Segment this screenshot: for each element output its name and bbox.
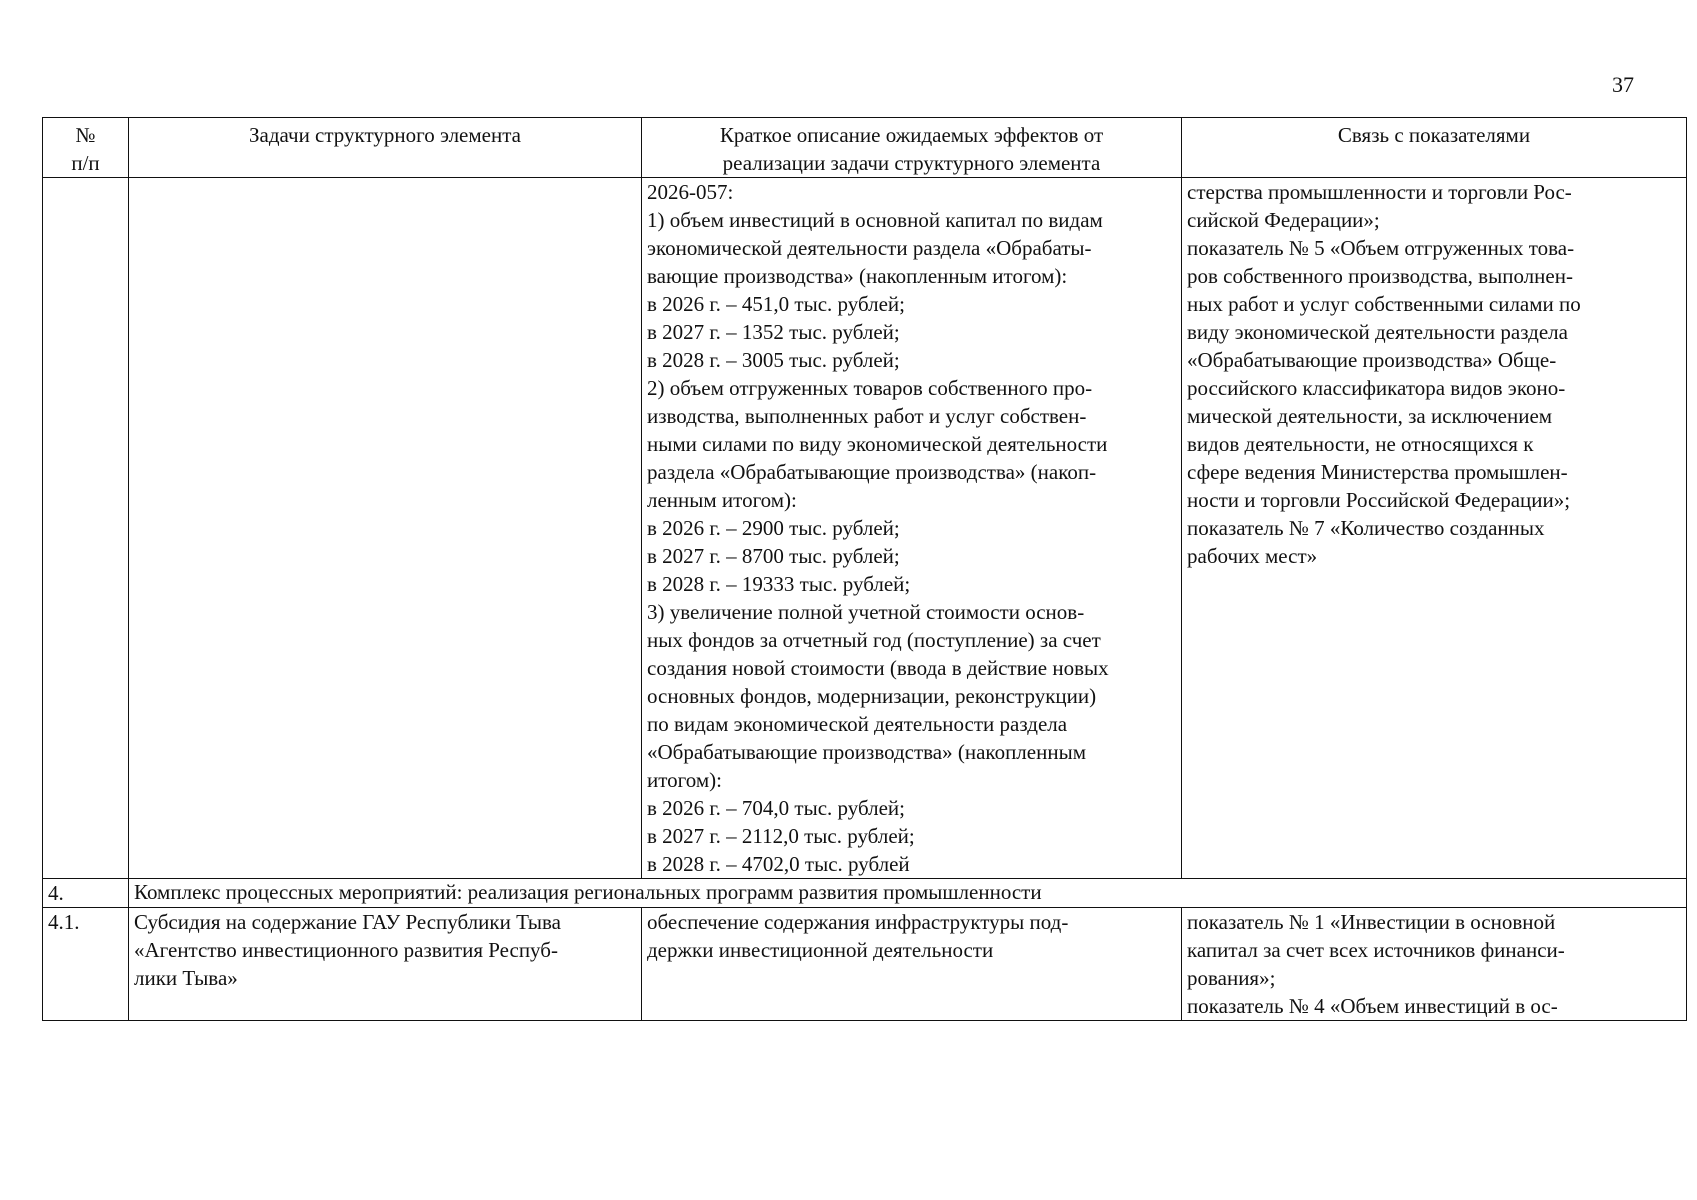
effects-line: держки инвестиционной деятельности [647,938,994,962]
effects-line: раздела «Обрабатывающие производства» (накоп- [647,460,1097,484]
effects-line: итогом): [647,768,722,792]
page-number: 37 [1612,72,1634,97]
indicator-line: сийской Федерации»; [1187,208,1380,232]
effects-line: в 2026 г. – 2900 тыс. рублей; [647,516,900,540]
indicator-line: показатель № 1 «Инвестиции в основной [1187,910,1556,934]
indicator-line: «Обрабатывающие производства» Обще- [1187,348,1557,372]
section-number-cell: 4. [43,879,129,908]
effects-line: основных фондов, модернизации, реконструкции) [647,684,1097,708]
header-indicators-label: Связь с показателями [1337,123,1531,147]
indicator-line: ров собственного производства, выполнен- [1187,264,1573,288]
effects-line: 1) объем инвестиций в основной капитал по видам [647,208,1103,232]
task-line: лики Тыва» [134,966,238,990]
header-number-line-2: п/п [71,151,100,175]
continuation-number-cell [43,178,129,879]
effects-line: создания новой стоимости (ввода в действие новых [647,656,1109,680]
indicator-line: мической деятельности, за исключением [1187,404,1553,428]
effects-line: в 2027 г. – 1352 тыс. рублей; [647,320,900,344]
effects-line: в 2028 г. – 19333 тыс. рублей; [647,572,911,596]
continuation-effects-cell [642,178,1182,879]
header-tasks-label: Задачи структурного элемента [249,123,521,147]
header-effects [642,118,1182,178]
effects-line: 2) объем отгруженных товаров собственного про- [647,376,1093,400]
row-4-1-number-cell: 4.1. [43,908,129,1021]
table-row-section-4 [43,879,1687,908]
effects-line: в 2028 г. – 3005 тыс. рублей; [647,348,900,372]
effects-line: обеспечение содержания инфраструктуры под- [647,910,1069,934]
effects-line: в 2026 г. – 704,0 тыс. рублей; [647,796,905,820]
header-effects-line-2: реализации задачи структурного элемента [722,151,1101,175]
indicator-line: рабочих мест» [1187,544,1318,568]
header-effects-line-1: Краткое описание ожидаемых эффектов от [719,123,1104,147]
header-number-line-1: № [75,123,96,147]
indicator-line: ных работ и услуг собственными силами по [1187,292,1581,316]
effects-line: вающие производства» (накопленным итогом): [647,264,1068,288]
indicator-line: показатель № 5 «Объем отгруженных това- [1187,236,1575,260]
task-line: Субсидия на содержание ГАУ Республики Тыва [134,910,561,934]
effects-line: ными силами по виду экономической деятельности [647,432,1108,456]
indicator-line: видов деятельности, не относящихся к [1187,432,1534,456]
row-4-1-indicators-cell [1182,908,1687,1021]
effects-line: ных фондов за отчетный год (поступление) за счет [647,628,1101,652]
indicator-line: показатель № 7 «Количество созданных [1187,516,1545,540]
indicator-line: показатель № 4 «Объем инвестиций в ос- [1187,994,1558,1018]
header-indicators [1182,118,1687,178]
indicator-line: рования»; [1187,966,1276,990]
row-4-1-task-cell [129,908,642,1021]
effects-line: в 2027 г. – 8700 тыс. рублей; [647,544,900,568]
indicator-line: капитал за счет всех источников финанси- [1187,938,1565,962]
continuation-task-cell [129,178,642,879]
table-row-4-1 [43,908,1687,1021]
effects-line: по видам экономической деятельности раздела [647,712,1068,736]
effects-line: в 2028 г. – 4702,0 тыс. рублей [647,852,910,876]
table-row-continuation [43,178,1687,879]
effects-line: изводства, выполненных работ и услуг собствен- [647,404,1087,428]
table-header-row [43,118,1687,178]
indicator-line: ности и торговли Российской Федерации»; [1187,488,1571,512]
effects-line: в 2027 г. – 2112,0 тыс. рублей; [647,824,915,848]
indicator-line: сфере ведения Министерства промышлен- [1187,460,1568,484]
task-line: «Агентство инвестиционного развития Респуб- [134,938,558,962]
header-tasks [129,118,642,178]
effects-line: экономической деятельности раздела «Обрабаты- [647,236,1092,260]
effects-line: ленным итогом): [647,488,797,512]
header-number [43,118,129,178]
indicator-line: стерства промышленности и торговли Рос- [1187,180,1572,204]
effects-line: в 2026 г. – 451,0 тыс. рублей; [647,292,905,316]
indicator-line: виду экономической деятельности раздела [1187,320,1568,344]
continuation-indicators-cell [1182,178,1687,879]
effects-line: 3) увеличение полной учетной стоимости основ- [647,600,1085,624]
section-title-cell: Комплекс процессных мероприятий: реализация региональных программ развития промышленности [129,879,1687,908]
row-4-1-effects-cell [642,908,1182,1021]
effects-line: 2026-057: [647,180,734,204]
measures-table [42,117,1687,1021]
effects-line: «Обрабатывающие производства» (накопленным [647,740,1086,764]
indicator-line: российского классификатора видов эконо- [1187,376,1566,400]
